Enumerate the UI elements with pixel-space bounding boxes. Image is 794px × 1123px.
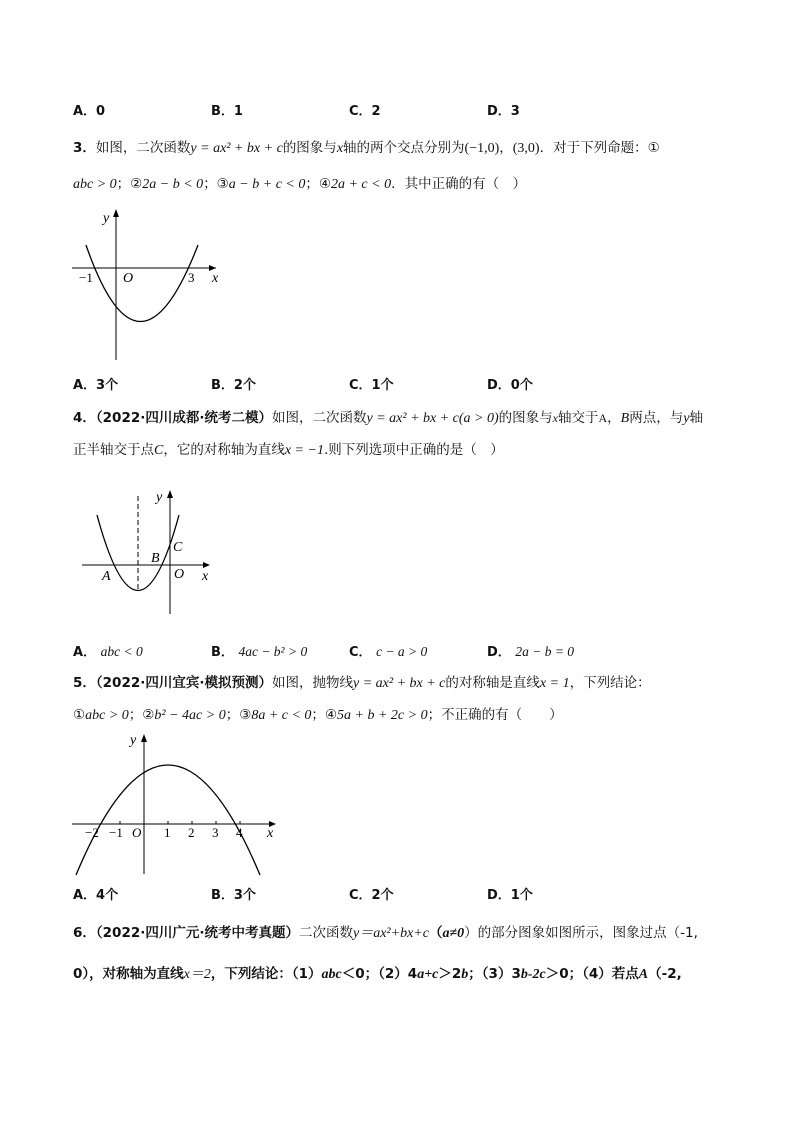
q5-claim-1: abc > 0 xyxy=(85,708,129,723)
q4-text: 正半轴交于点 xyxy=(73,442,154,458)
q5-tick-4: 4 xyxy=(236,825,243,840)
q3-point-2: (3,0) xyxy=(512,141,540,156)
q5-source: （2022·四川宜宾·模拟预测） xyxy=(95,675,272,691)
q3-tick-neg1: −1 xyxy=(79,270,93,285)
q5-claim-3: 8a + c < 0 xyxy=(251,708,312,723)
q4-axis-eq: x = −1 xyxy=(284,443,324,458)
q4-option-b xyxy=(211,642,307,663)
q4-stem-line1 xyxy=(73,408,703,429)
q4-option-d xyxy=(487,642,574,663)
q4-y-arrow xyxy=(167,490,173,498)
q5-x-label: x xyxy=(267,826,274,841)
q6-text: ；（3）3 xyxy=(468,966,521,982)
q4-text: ， xyxy=(607,410,621,426)
q3-claim-4: 2a + c < 0 xyxy=(330,177,392,192)
q4-x-var: x xyxy=(552,411,558,425)
q5-stem-line2 xyxy=(73,705,563,726)
q2-option-a: A．0 xyxy=(73,104,106,119)
q3-text: 轴的两个交点分别为 xyxy=(343,140,465,156)
q6-text: ＞0；（4）若点 xyxy=(545,966,639,982)
q3-option-b: B．2个 xyxy=(211,378,256,393)
q3-origin-label: O xyxy=(123,271,134,286)
q5-option-c: C．2个 xyxy=(349,888,394,903)
q2-option-b: B．1 xyxy=(211,104,243,119)
q3-y-label: y xyxy=(103,211,110,226)
q3-claim-3: a − b + c < 0 xyxy=(228,177,306,192)
q3-stem-line1 xyxy=(73,138,660,159)
q4-y-label: y xyxy=(156,490,163,505)
q3-text: ；④ xyxy=(305,176,331,192)
q4-label-c: C xyxy=(173,540,183,555)
q6-text: ＜0；（2）4 xyxy=(341,966,418,982)
q3-option-c: C．1个 xyxy=(349,378,394,393)
q4-point-a: A xyxy=(598,411,608,425)
q2-option-d: D．3 xyxy=(487,104,520,119)
q6-text: 二次函数 xyxy=(299,925,353,941)
q5-stem-line1 xyxy=(73,673,651,694)
q5-text: 的对称轴是直线 xyxy=(445,675,540,691)
q4-text: .则下列选项中正确的是（ ） xyxy=(323,442,504,458)
q3-x-var: x xyxy=(336,141,344,156)
q5-y-arrow xyxy=(141,734,147,742)
q4-option-b-letter: B． xyxy=(211,645,234,660)
q5-option-d: D．1个 xyxy=(487,888,533,903)
q5-y-label: y xyxy=(130,733,137,748)
q6-equation: y＝ax²+bx+c xyxy=(353,926,429,941)
q3-y-arrow xyxy=(113,209,119,217)
q6-result-2: a+c xyxy=(417,967,439,982)
q3-x-label: x xyxy=(212,271,219,286)
q5-tick-neg1: −1 xyxy=(109,825,123,840)
q5-tick-2: 2 xyxy=(188,825,195,840)
q3-stem-line2 xyxy=(73,174,526,195)
q5-text: 如图，抛物线 xyxy=(272,675,353,691)
q4-label-a: A xyxy=(102,569,111,584)
q3-tick-3: 3 xyxy=(188,270,195,285)
q3-claim-2: 2a − b < 0 xyxy=(142,177,204,192)
q4-option-b-expr: 4ac − b² > 0 xyxy=(238,644,308,659)
q6-text: （ xyxy=(428,925,443,941)
q2-option-c: C．2 xyxy=(349,104,381,119)
q4-origin-label: O xyxy=(174,567,185,582)
q4-text: 的图象与 xyxy=(498,410,553,426)
q3-text: ；③ xyxy=(203,176,229,192)
q3-claim-1: abc > 0 xyxy=(73,177,117,192)
q4-stem-line2 xyxy=(73,440,504,461)
q5-text: ；④ xyxy=(311,707,338,723)
q3-text: ．对于下列命题：① xyxy=(539,140,660,156)
q3-parabola xyxy=(86,245,198,322)
q6-result-1: abc xyxy=(321,967,342,982)
q4-option-c-letter: C． xyxy=(349,645,372,660)
q5-parabola-figure xyxy=(66,730,291,880)
q4-text: 如图，二次函数 xyxy=(272,410,367,426)
q4-number: 4． xyxy=(73,410,96,426)
q4-label-b: B xyxy=(151,551,160,566)
q4-text: 两点，与 xyxy=(629,410,684,426)
q6-axis-eq: x＝2 xyxy=(183,967,211,982)
q5-text: ；② xyxy=(128,707,155,723)
q6-condition: a≠0 xyxy=(442,926,465,941)
q3-option-d: D．0个 xyxy=(487,378,533,393)
q4-text: ，它的对称轴为直线 xyxy=(163,442,285,458)
q4-option-a-expr: abc < 0 xyxy=(100,644,143,659)
q5-text: ① xyxy=(73,707,86,723)
q5-tick-neg2: −2 xyxy=(85,825,99,840)
q4-option-a-letter: A． xyxy=(73,645,97,660)
q5-claim-2: b² − 4ac > 0 xyxy=(154,708,226,723)
q5-text: ；③ xyxy=(225,707,252,723)
q4-option-d-letter: D． xyxy=(487,645,511,660)
q5-text: ，下列结论： xyxy=(569,675,651,691)
q6-number: 6． xyxy=(73,925,96,941)
q3-equation: y = ax² + bx + c xyxy=(190,141,283,156)
q4-option-d-expr: 2a − b = 0 xyxy=(515,644,575,659)
q5-axis-eq: x = 1 xyxy=(539,676,570,691)
q5-claim-4: 5a + b + 2c > 0 xyxy=(337,708,428,723)
q3-number: 3． xyxy=(73,140,96,156)
q3-text: ；② xyxy=(116,176,143,192)
q6-text: ，下列结论：（1） xyxy=(210,966,322,982)
q4-text: 轴 xyxy=(689,410,703,426)
q4-equation: y = ax² + bx + c(a > 0) xyxy=(366,411,499,426)
q6-text: ）的部分图象如图所示，图象过点（-1, xyxy=(464,925,698,941)
q3-option-a: A．3个 xyxy=(73,378,119,393)
q6-stem-line1 xyxy=(73,923,698,944)
q6-result-2-b: b xyxy=(461,967,469,982)
q4-x-arrow xyxy=(203,562,210,568)
q6-source: （2022·四川广元·统考中考真题） xyxy=(95,925,299,941)
q4-option-c-expr: c − a > 0 xyxy=(376,644,428,659)
q3-text: ， xyxy=(499,140,513,156)
q4-parabola-figure xyxy=(78,484,228,619)
q3-parabola-figure xyxy=(66,205,236,365)
q6-point-a: A xyxy=(638,967,649,982)
q3-text: 如图，二次函数 xyxy=(95,140,191,156)
q4-point-b: B xyxy=(620,411,630,426)
q4-source: （2022·四川成都·统考二模） xyxy=(95,410,272,426)
q3-point-1: (−1,0) xyxy=(464,141,500,156)
q6-stem-line2 xyxy=(73,964,682,985)
q4-y-var: y xyxy=(683,411,690,426)
q4-text: 轴交于 xyxy=(558,410,599,426)
q5-number: 5． xyxy=(73,675,96,691)
q6-text: （-2, xyxy=(648,966,682,982)
q3-text: ．其中正确的有（ ） xyxy=(391,176,527,192)
q4-point-c: C xyxy=(154,443,164,458)
q5-tick-3: 3 xyxy=(212,825,219,840)
q6-text: ＞2 xyxy=(438,966,462,982)
q6-result-3: b-2c xyxy=(520,967,546,982)
q4-option-a xyxy=(73,642,143,663)
q6-text: 0），对称轴为直线 xyxy=(73,966,184,982)
q4-x-label: x xyxy=(202,569,209,584)
q4-option-c xyxy=(349,642,427,663)
q5-tick-1: 1 xyxy=(164,825,171,840)
q5-option-b: B．3个 xyxy=(211,888,256,903)
q5-text: ；不正确的有（ ） xyxy=(427,707,563,723)
q5-equation: y = ax² + bx + c xyxy=(353,676,446,691)
q5-parabola xyxy=(76,765,260,875)
q3-text: 的图象与 xyxy=(282,140,337,156)
q5-origin-label: O xyxy=(132,825,142,840)
q5-option-a: A．4个 xyxy=(73,888,119,903)
